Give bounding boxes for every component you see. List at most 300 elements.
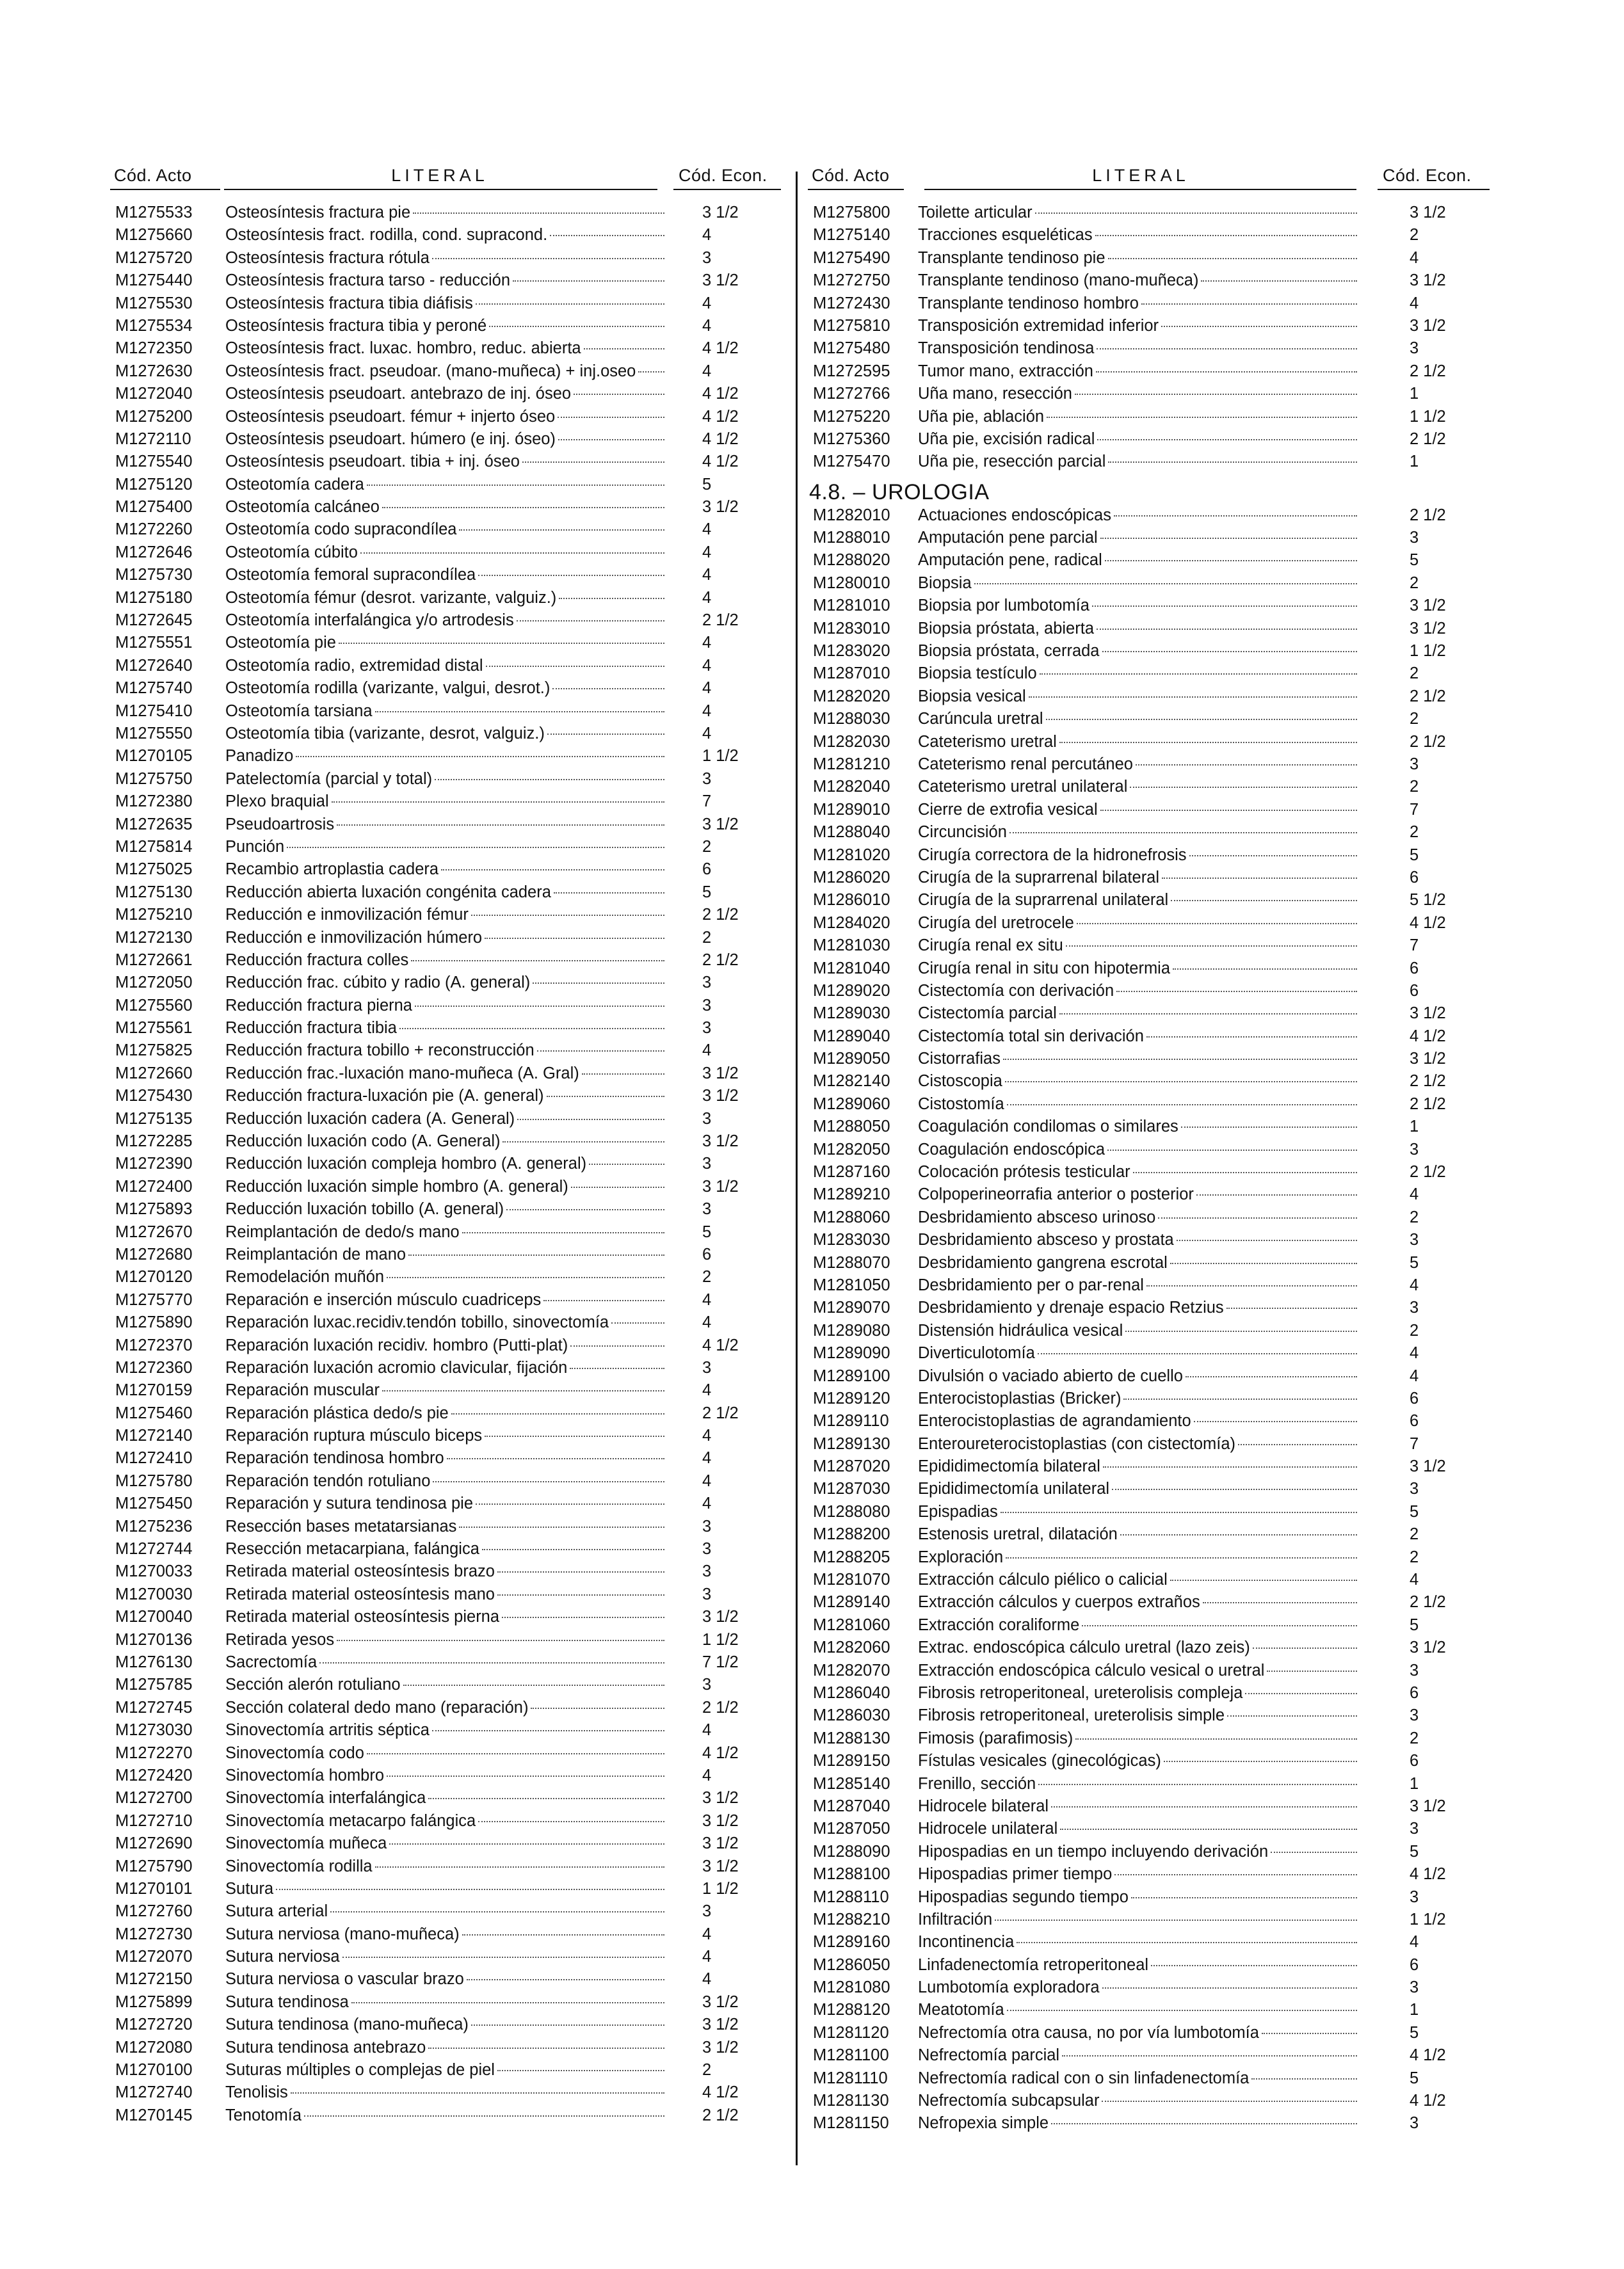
dot-leader <box>1097 348 1357 349</box>
dot-leader <box>1035 212 1357 214</box>
act-code: M1282010 <box>813 506 890 524</box>
dot-leader <box>1271 1852 1357 1853</box>
act-literal-cell <box>225 677 667 700</box>
table-row <box>110 790 782 813</box>
econ-code: 6 <box>1410 1412 1419 1431</box>
act-literal: Reparación luxación acromio clavicular, fijación <box>225 1358 568 1377</box>
econ-code: 4 1/2 <box>702 339 739 358</box>
table-row <box>110 1153 782 1175</box>
act-code: M1288130 <box>813 1729 890 1747</box>
act-literal-cell <box>918 1682 1360 1704</box>
dot-leader <box>517 620 664 621</box>
act-literal-cell <box>918 1976 1360 1999</box>
table-row <box>808 686 1490 708</box>
econ-code: 1 <box>1410 1118 1419 1136</box>
econ-code: 3 <box>702 1155 712 1173</box>
dot-leader <box>582 1073 664 1075</box>
table-row <box>110 224 782 246</box>
econ-code: 3 <box>1410 1299 1419 1317</box>
econ-code: 2 <box>702 1268 712 1287</box>
act-literal: Nefrectomía parcial <box>918 2046 1060 2065</box>
act-literal: Transplante tendinoso (mano-muñeca) <box>918 271 1199 290</box>
act-literal-cell <box>918 1637 1360 1659</box>
act-literal-cell <box>918 776 1360 798</box>
dot-leader <box>1108 258 1357 259</box>
act-code: M1281060 <box>813 1616 890 1634</box>
table-row <box>808 202 1490 224</box>
act-literal: Hipospadias primer tiempo <box>918 1865 1113 1884</box>
table-row <box>110 2105 782 2127</box>
dot-leader <box>339 643 664 644</box>
act-code: M1275551 <box>115 634 193 652</box>
act-code: M1289100 <box>813 1367 890 1385</box>
act-code: M1275470 <box>813 453 890 471</box>
act-literal-cell <box>918 1546 1360 1569</box>
dot-leader <box>547 1096 665 1097</box>
act-literal: Extracción endoscópica cálculo vesical o uretral <box>918 1661 1265 1680</box>
dot-leader <box>1051 1806 1357 1808</box>
dot-leader <box>1170 1263 1357 1264</box>
act-literal-cell <box>225 1379 667 1402</box>
act-code: M1272595 <box>813 362 890 380</box>
econ-code: 4 <box>1410 1933 1419 1952</box>
table-row <box>110 1742 782 1765</box>
table-row <box>808 912 1490 934</box>
table-row <box>808 844 1490 867</box>
act-code: M1286030 <box>813 1706 890 1725</box>
act-code: M1288120 <box>813 2001 890 2019</box>
act-literal-cell <box>225 881 667 904</box>
act-literal-cell <box>225 406 667 428</box>
act-literal: Toilette articular <box>918 204 1033 221</box>
dot-leader <box>387 1277 664 1278</box>
econ-code: 4 <box>1410 1276 1419 1294</box>
dot-leader <box>1102 2101 1357 2102</box>
act-literal-cell <box>918 1863 1360 1886</box>
dot-leader <box>1059 742 1357 743</box>
act-code: M1281110 <box>813 2069 888 2087</box>
act-code: M1275740 <box>115 679 193 698</box>
act-literal-cell <box>225 1311 667 1334</box>
table-row <box>110 337 782 360</box>
act-code: M1281030 <box>813 936 890 955</box>
act-literal: Cirugía renal ex situ <box>918 936 1063 955</box>
econ-code: 2 <box>1410 573 1419 592</box>
act-literal: Sutura tendinosa <box>225 1992 349 2011</box>
table-row <box>808 1637 1490 1659</box>
table-row <box>110 1198 782 1221</box>
act-literal-cell <box>225 496 667 518</box>
act-code: M1275899 <box>115 1992 193 2011</box>
econ-code: 4 1/2 <box>702 453 739 471</box>
econ-code: 2 1/2 <box>702 2106 739 2124</box>
header-rule <box>808 189 904 190</box>
act-literal: Transplante tendinoso pie <box>918 248 1105 267</box>
table-row <box>808 1546 1490 1569</box>
act-literal: Resección metacarpiana, falángica <box>225 1540 479 1559</box>
econ-code: 2 <box>1410 778 1419 796</box>
table-row <box>110 2081 782 2104</box>
act-literal: Osteosíntesis fractura tibia diáfisis <box>225 294 473 312</box>
act-code: M1272660 <box>115 1064 193 1082</box>
act-literal-cell <box>918 224 1360 246</box>
table-row <box>808 1931 1490 1953</box>
act-literal: Sutura <box>225 1879 274 1898</box>
act-literal-cell <box>918 1999 1360 2021</box>
dot-leader <box>502 1141 664 1143</box>
act-literal-cell <box>225 428 667 451</box>
act-literal-cell <box>225 1856 667 1878</box>
act-literal-cell <box>918 1388 1360 1410</box>
act-code: M1282040 <box>813 778 890 796</box>
act-literal-cell <box>918 572 1360 595</box>
act-literal: Extracción coraliforme <box>918 1616 1080 1634</box>
act-literal-cell <box>918 1320 1360 1342</box>
act-literal-cell <box>225 1629 667 1651</box>
act-code: M1275533 <box>115 204 193 221</box>
act-code: M1288210 <box>813 1910 890 1928</box>
econ-code: 3 <box>702 1358 712 1377</box>
act-code: M1275814 <box>115 837 193 856</box>
act-literal: Desbridamiento y drenaje espacio Retzius <box>918 1299 1224 1317</box>
act-code: M1289060 <box>813 1094 890 1113</box>
econ-code: 3 <box>702 1562 712 1581</box>
act-literal-cell <box>225 1832 667 1855</box>
act-code: M1272390 <box>115 1155 193 1173</box>
table-row <box>110 1289 782 1311</box>
dot-leader <box>1136 764 1357 766</box>
act-code: M1276130 <box>115 1653 193 1671</box>
act-literal: Enteroureterocistoplastias (con cistectomía) <box>918 1434 1236 1453</box>
act-literal-cell <box>918 1954 1360 1976</box>
table-row <box>808 1795 1490 1818</box>
act-literal-cell <box>225 2059 667 2081</box>
act-literal-cell <box>918 315 1360 337</box>
act-code: M1275800 <box>813 204 890 221</box>
act-code: M1275750 <box>115 769 193 788</box>
act-literal: Diverticulotomía <box>918 1344 1035 1363</box>
act-literal: Cirugía correctora de la hidronefrosis <box>918 846 1187 864</box>
econ-code: 2 <box>1410 1548 1419 1566</box>
table-row <box>808 2090 1490 2112</box>
act-code: M1285140 <box>813 1774 890 1793</box>
act-literal: Pseudoartrosis <box>225 815 335 833</box>
dot-leader <box>1095 235 1357 236</box>
act-literal-cell <box>225 927 667 949</box>
dot-leader <box>1133 1172 1357 1173</box>
table-row <box>808 1773 1490 1795</box>
act-literal: Nefropexia simple <box>918 2114 1049 2133</box>
act-code: M1272661 <box>115 950 193 969</box>
econ-code: 3 1/2 <box>702 498 739 517</box>
act-code: M1272400 <box>115 1177 193 1196</box>
act-literal-cell <box>225 995 667 1017</box>
econ-code: 3 <box>1410 1480 1419 1498</box>
act-literal: Hipospadias segundo tiempo <box>918 1888 1129 1906</box>
dot-leader <box>1267 1671 1357 1672</box>
act-literal-cell <box>225 655 667 677</box>
act-code: M1281150 <box>813 2114 889 2133</box>
act-literal-cell <box>225 1538 667 1560</box>
act-literal: Osteotomía cadera <box>225 475 364 493</box>
act-code: M1286020 <box>813 868 890 886</box>
act-literal: Epididimectomía bilateral <box>918 1457 1100 1476</box>
table-row <box>808 504 1490 527</box>
left-rows <box>110 202 782 2127</box>
econ-code: 1 <box>1410 2001 1419 2019</box>
dot-leader <box>1051 2123 1357 2124</box>
act-literal: Transposición extremidad inferior <box>918 316 1159 335</box>
act-literal-cell <box>918 1002 1360 1025</box>
econ-code: 2 <box>702 837 712 856</box>
dot-leader <box>552 688 664 689</box>
act-literal: Osteosíntesis pseudoart. tibia + inj. óseo <box>225 453 520 471</box>
econ-code: 5 <box>702 883 712 901</box>
econ-code: 2 1/2 <box>1410 429 1446 448</box>
table-row <box>808 1320 1490 1342</box>
dot-leader <box>554 892 664 894</box>
table-row <box>110 768 782 790</box>
act-code: M1281130 <box>813 2092 889 2110</box>
act-literal: Punción <box>225 837 285 856</box>
dot-leader <box>1158 1217 1357 1219</box>
table-row <box>110 1832 782 1855</box>
act-literal-cell <box>918 1614 1360 1637</box>
act-literal: Suturas múltiples o complejas de piel <box>225 2061 495 2080</box>
act-literal: Reducción abierta luxación congénita cadera <box>225 883 551 901</box>
econ-code: 1 <box>1410 385 1419 403</box>
act-literal: Reducción e inmovilización fémur <box>225 906 469 924</box>
dot-leader <box>537 1050 664 1052</box>
act-code: M1272700 <box>115 1789 193 1808</box>
act-literal-cell <box>918 686 1360 708</box>
act-literal: Hipospadias en un tiempo incluyendo derivación <box>918 1842 1269 1861</box>
act-code: M1288040 <box>813 823 890 842</box>
act-literal: Fimosis (parafimosis) <box>918 1729 1073 1747</box>
econ-code: 5 <box>702 475 712 493</box>
econ-code: 4 <box>702 1495 712 1513</box>
act-code: M1272150 <box>115 1970 193 1989</box>
act-literal: Colocación prótesis testicular <box>918 1163 1130 1182</box>
table-row <box>110 1447 782 1470</box>
act-code: M1272645 <box>115 611 193 630</box>
act-literal-cell <box>225 1244 667 1266</box>
table-row <box>808 1863 1490 1886</box>
econ-code: 3 1/2 <box>1410 271 1446 290</box>
act-literal: Cirugía renal in situ con hipotermia <box>918 959 1171 977</box>
dot-leader <box>1097 629 1357 630</box>
act-literal: Cistorrafias <box>918 1050 1001 1068</box>
econ-code: 4 <box>702 520 712 539</box>
econ-code: 6 <box>1410 959 1419 977</box>
act-literal: Desbridamiento absceso y prostata <box>918 1231 1174 1249</box>
econ-code: 6 <box>1410 1955 1419 1974</box>
act-literal-cell <box>225 949 667 972</box>
table-row <box>110 293 782 315</box>
act-literal: Tracciones esqueléticas <box>918 226 1093 245</box>
act-literal: Cateterismo renal percutáneo <box>918 755 1133 773</box>
act-literal-cell <box>225 1900 667 1923</box>
econ-code: 3 1/2 <box>702 204 739 221</box>
act-literal-cell <box>225 1176 667 1198</box>
dot-leader <box>1029 696 1357 698</box>
econ-code: 3 1/2 <box>702 815 739 833</box>
act-literal: Reducción frac.-luxación mano-muñeca (A. Gral) <box>225 1064 579 1082</box>
act-literal-cell <box>225 768 667 790</box>
table-row <box>808 662 1490 685</box>
dot-leader <box>1082 1625 1357 1626</box>
dot-leader <box>1100 538 1357 539</box>
act-literal: Enterocistoplastias de agrandamiento <box>918 1412 1191 1431</box>
header-rule <box>673 189 781 190</box>
act-literal: Osteotomía tarsiana <box>225 702 373 720</box>
act-code: M1272285 <box>115 1132 193 1151</box>
right-rows-bottom <box>808 504 1490 2135</box>
table-row <box>808 1183 1490 1206</box>
econ-code: 2 1/2 <box>702 1404 739 1422</box>
act-literal: Biopsia <box>918 573 972 592</box>
act-literal: Uña pie, ablación <box>918 407 1045 426</box>
act-literal-cell <box>225 1697 667 1719</box>
econ-code: 4 <box>702 1721 712 1740</box>
dot-leader <box>1001 1512 1357 1513</box>
dot-leader <box>351 2002 664 2003</box>
act-literal-cell <box>225 1719 667 1742</box>
act-literal: Cistectomía con derivación <box>918 981 1114 1000</box>
table-row <box>110 1923 782 1946</box>
act-code: M1282020 <box>813 687 890 705</box>
econ-code: 4 1/2 <box>702 1744 739 1762</box>
act-code: M1275561 <box>115 1019 193 1038</box>
econ-code: 5 <box>1410 2023 1419 2042</box>
table-row <box>808 1070 1490 1093</box>
dot-leader <box>387 1776 664 1777</box>
act-literal: Reparación muscular <box>225 1381 380 1400</box>
act-literal: Cierre de extrofia vesical <box>918 800 1098 819</box>
dot-leader <box>1227 1715 1357 1717</box>
act-literal-cell <box>225 2105 667 2127</box>
econ-code: 4 <box>1410 1571 1419 1589</box>
econ-code: 3 1/2 <box>1410 597 1446 615</box>
dot-leader <box>287 847 664 848</box>
act-code: M1272720 <box>115 2016 193 2034</box>
econ-code: 2 <box>1410 664 1419 683</box>
econ-code: 3 1/2 <box>702 1811 739 1830</box>
dot-leader <box>1062 2055 1357 2057</box>
econ-code: 2 1/2 <box>702 611 739 630</box>
table-row <box>110 1039 782 1062</box>
act-literal-cell <box>225 745 667 767</box>
act-code: M1275730 <box>115 566 193 584</box>
act-literal: Osteosíntesis pseudoart. húmero (e inj. óseo) <box>225 429 556 448</box>
table-row <box>110 836 782 858</box>
dot-leader <box>428 1798 664 1799</box>
act-literal: Reparación plástica dedo/s pie <box>225 1404 449 1422</box>
dot-leader <box>611 1322 664 1324</box>
act-code: M1275550 <box>115 724 193 742</box>
table-row <box>110 1583 782 1606</box>
header-code: Cód. Acto <box>114 166 192 185</box>
act-literal: Sección colateral dedo mano (reparación) <box>225 1698 529 1717</box>
table-row <box>110 1991 782 2014</box>
table-row <box>110 360 782 383</box>
dot-leader <box>1100 810 1357 811</box>
act-code: M1272730 <box>115 1925 193 1943</box>
table-row <box>110 1560 782 1583</box>
act-code: M1275440 <box>115 271 193 290</box>
act-literal-cell <box>225 315 667 337</box>
table-row <box>808 451 1490 473</box>
econ-code: 4 <box>702 362 712 380</box>
act-literal: Reducción luxación compleja hombro (A. general) <box>225 1155 587 1173</box>
act-literal-cell <box>225 1651 667 1674</box>
econ-code: 5 <box>1410 1502 1419 1521</box>
econ-code: 4 <box>702 1290 712 1309</box>
table-row <box>808 1274 1490 1297</box>
act-literal-cell <box>225 1765 667 1787</box>
act-code: M1272430 <box>813 294 890 312</box>
act-code: M1275130 <box>115 883 193 901</box>
table-row <box>808 1976 1490 1999</box>
act-literal: Reimplantación de mano <box>225 1245 406 1263</box>
table-row <box>808 708 1490 730</box>
table-row <box>808 1591 1490 1614</box>
act-literal: Sutura nerviosa <box>225 1948 340 1966</box>
econ-code: 1 1/2 <box>1410 642 1446 661</box>
dot-leader <box>403 1685 664 1686</box>
econ-code: 3 1/2 <box>702 1177 739 1196</box>
act-literal-cell <box>918 1750 1360 1772</box>
act-literal-cell <box>918 337 1360 360</box>
act-code: M1275180 <box>115 588 193 607</box>
act-literal-cell <box>225 1130 667 1153</box>
dot-leader <box>1196 1194 1357 1196</box>
dot-leader <box>558 417 664 418</box>
act-literal-cell <box>225 904 667 926</box>
act-code: M1275200 <box>115 407 193 426</box>
table-row <box>808 1523 1490 1546</box>
act-code: M1287030 <box>813 1480 890 1498</box>
act-literal: Actuaciones endoscópicas <box>918 506 1111 524</box>
dot-leader <box>1162 878 1357 879</box>
table-row <box>808 549 1490 572</box>
dot-leader <box>367 485 664 486</box>
act-code: M1275490 <box>813 248 890 267</box>
econ-code: 4 1/2 <box>1410 1027 1446 1045</box>
act-literal-cell <box>225 224 667 246</box>
econ-code: 4 <box>702 724 712 742</box>
econ-code: 6 <box>1410 868 1419 886</box>
dot-leader <box>485 1436 664 1437</box>
dot-leader <box>502 1617 664 1618</box>
act-literal-cell <box>918 1455 1360 1478</box>
table-row <box>110 1538 782 1560</box>
table-row <box>110 1493 782 1515</box>
act-literal-cell <box>225 1221 667 1244</box>
table-row <box>808 595 1490 617</box>
act-literal-cell <box>918 2044 1360 2067</box>
act-code: M1272744 <box>115 1540 193 1559</box>
act-literal: Biopsia testículo <box>918 664 1037 683</box>
act-literal: Retirada material osteosíntesis mano <box>225 1585 495 1603</box>
dot-leader <box>1112 1489 1357 1490</box>
dot-leader <box>471 915 664 916</box>
act-literal: Reducción fractura pierna <box>225 996 412 1014</box>
act-literal-cell <box>918 889 1360 911</box>
act-literal-cell <box>918 527 1360 549</box>
table-row <box>808 1388 1490 1410</box>
act-literal-cell <box>225 1357 667 1379</box>
